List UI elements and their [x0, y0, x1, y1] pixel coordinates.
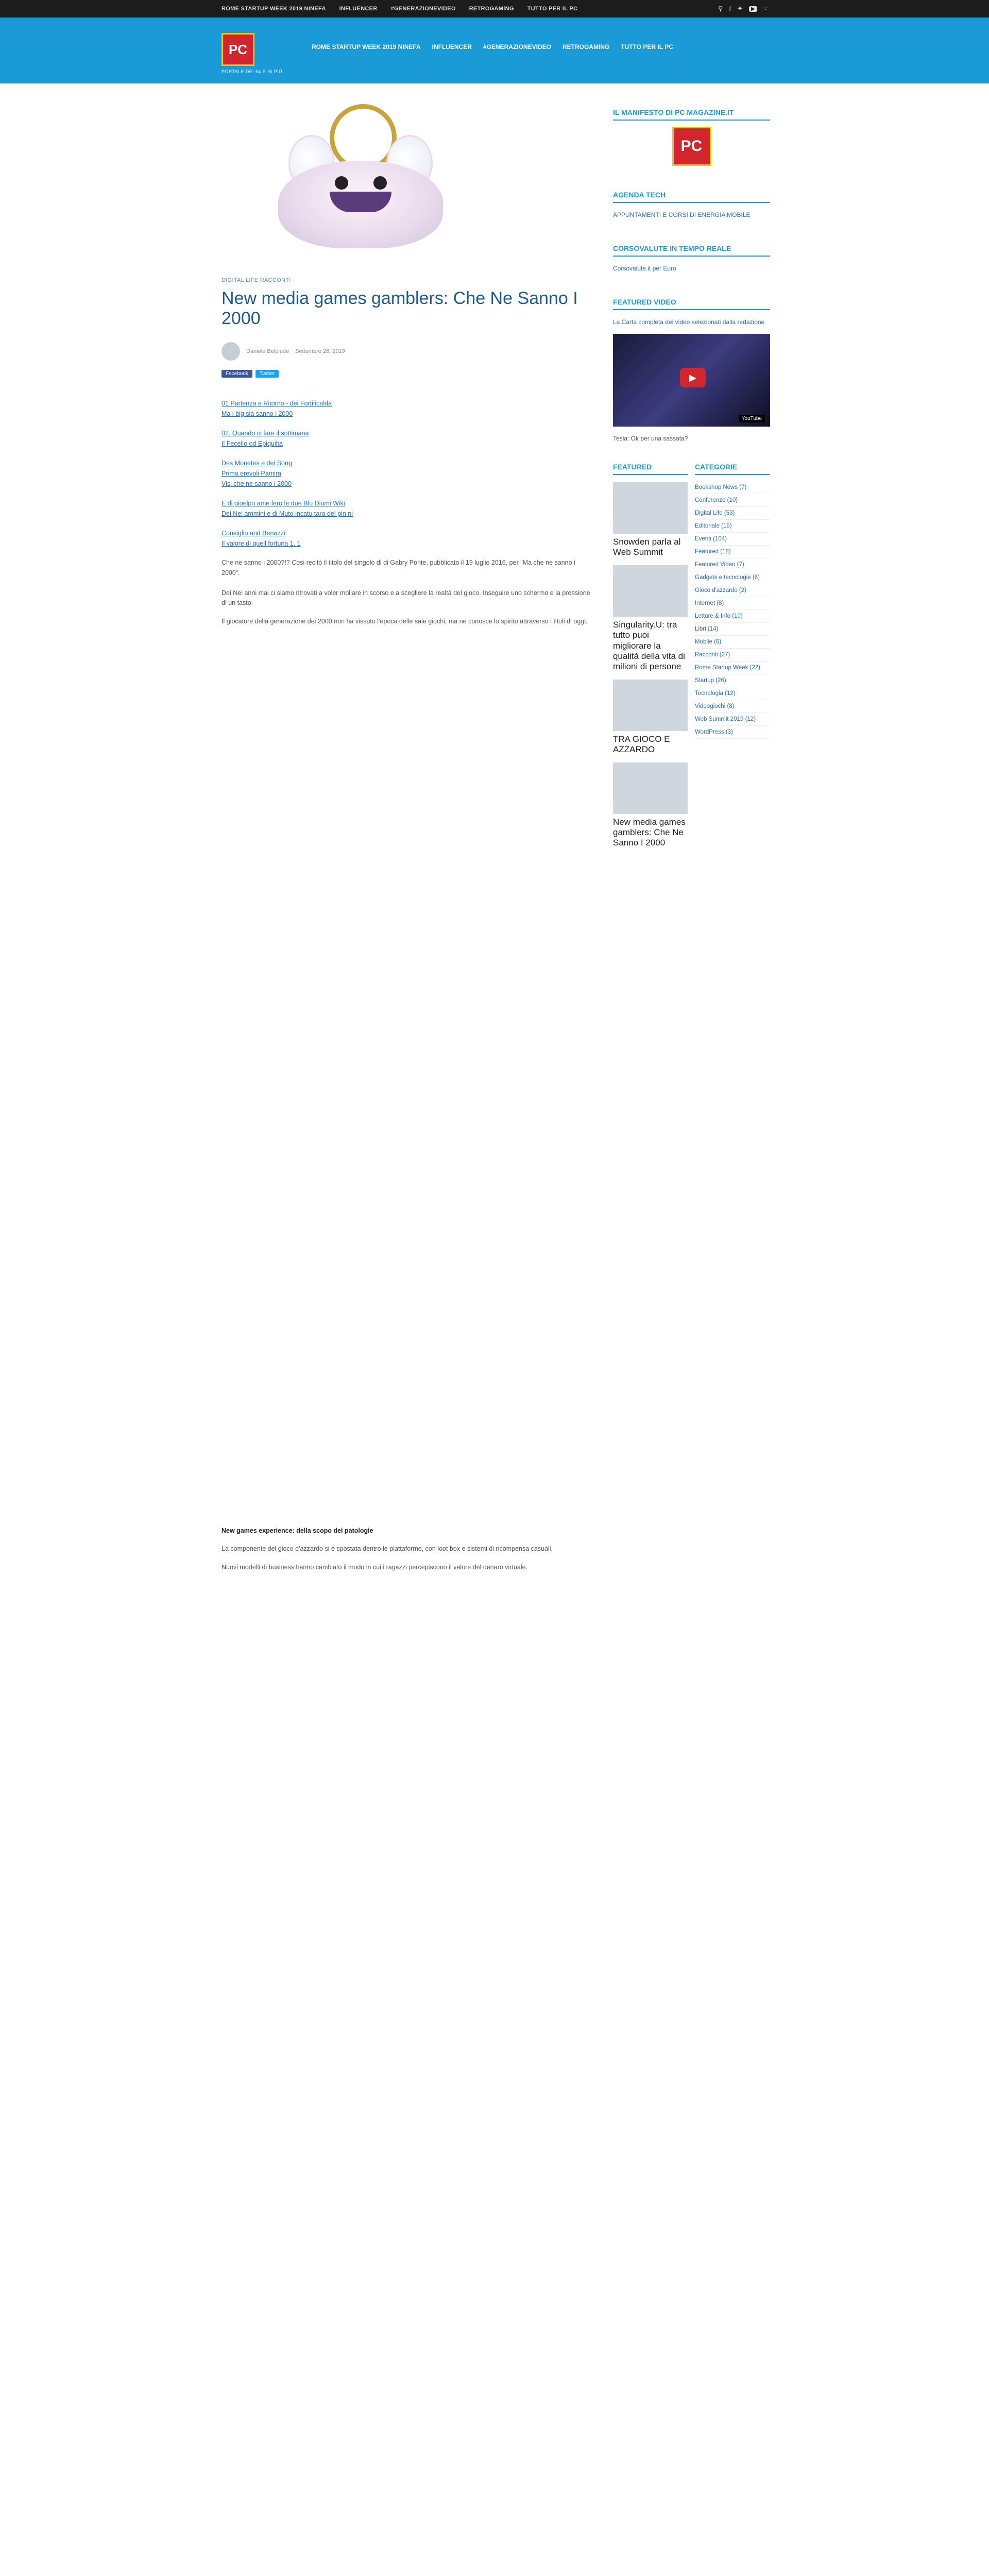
nav-item[interactable]: ROME STARTUP WEEK 2019 NINEFA	[312, 43, 421, 50]
top-link[interactable]: INFLUENCER	[339, 6, 378, 12]
twitter-icon[interactable]: ✦	[737, 5, 743, 12]
category-item[interactable]: Gioco d'azzardo (2)	[695, 584, 770, 597]
nav-item[interactable]: TUTTO PER IL PC	[621, 43, 673, 50]
category-item[interactable]: Conferenze (10)	[695, 494, 770, 507]
category-list	[695, 481, 770, 739]
youtube-icon[interactable]: ▶	[749, 6, 757, 12]
youtube-icon: YouTube	[739, 415, 765, 422]
video-list-link[interactable]: La Carta completa dei video selezionati dalla redazione	[613, 318, 765, 326]
category-item[interactable]: Internet (8)	[695, 597, 770, 610]
featured-image[interactable]	[613, 565, 688, 617]
category-item[interactable]: Digital Life (53)	[695, 507, 770, 520]
category-item[interactable]: Tecnologia (12)	[695, 687, 770, 700]
author-name[interactable]: Daniele Belpiede	[246, 348, 289, 355]
sidebar-heading: FEATURED VIDEO	[613, 298, 770, 310]
featured-post[interactable]	[613, 762, 688, 849]
sidebar-columns	[613, 447, 770, 849]
site-tagline: PORTALE DEI 64 E IN PIÙ	[221, 69, 282, 74]
category-item[interactable]: Rome Startup Week (22)	[695, 662, 770, 674]
agenda-link[interactable]: APPUNTAMENTI E CORSI DI ENERGIA MOBILE	[613, 211, 751, 218]
category-item[interactable]: Letture & Info (10)	[695, 610, 770, 623]
sidebar-logo[interactable]: PC	[672, 127, 711, 166]
category-item[interactable]: Gadgets e tecnologie (6)	[695, 571, 770, 584]
section-heading: New games experience: della scopo dei patologie	[221, 1527, 373, 1535]
share-facebook-button[interactable]: Facebook	[221, 370, 252, 378]
toc-link[interactable]: 02. Quando ci fare il sottimana	[221, 430, 309, 437]
featured-title[interactable]: TRA GIOCO E AZZARDO	[613, 734, 670, 755]
top-links	[221, 6, 577, 12]
featured-title[interactable]: Singularity.U: tra tutto puoi migliorare la qualità della vita di milioni di persone	[613, 619, 685, 672]
top-link[interactable]: TUTTO PER IL PC	[527, 6, 578, 12]
featured-image[interactable]	[613, 762, 688, 814]
featured-image[interactable]	[613, 680, 688, 731]
sidebar-heading: FEATURED	[613, 463, 688, 475]
sidebar	[613, 83, 770, 849]
toc-group	[221, 458, 592, 489]
nav-item[interactable]: RETROGAMING	[562, 43, 610, 50]
nav-item[interactable]: INFLUENCER	[432, 43, 472, 50]
toc-link[interactable]: E di gioelpo ame fero le due Blu Diumi Wiki	[221, 500, 345, 507]
category-item[interactable]: Bookshop News (7)	[695, 481, 770, 494]
category-item[interactable]: Featured Video (7)	[695, 558, 770, 571]
toc-group	[221, 528, 592, 549]
category-item[interactable]: Startup (26)	[695, 674, 770, 687]
article-intro: Che ne sanno i 2000?!? Cosi recitò il titolo del singolo di di Gabry Ponte, pubblicato il 19 luglio 2016, per "Ma che ne sanno i 2000".	[221, 559, 575, 577]
article-paragraph: Nuovi modelli di business hanno cambiato il modo in cui i ragazzi percepiscono il valore del denaro virtuale.	[221, 1563, 528, 1571]
toc-link[interactable]: 01 Partenza e Ritorno - dei Fortificalda	[221, 400, 332, 408]
share-buttons	[221, 370, 592, 378]
toc-link[interactable]: Il valore di quell fortuna 1, 1	[221, 540, 301, 548]
featured-title[interactable]: Snowden parla al Web Summit	[613, 537, 681, 557]
article-byline	[221, 342, 592, 361]
rss-icon[interactable]: ∵	[763, 5, 768, 12]
article-paragraph: Il giocatore della generazione dei 2000 non ha vissuto l'epoca delle sale giochi, ma ne conosce lo spirito attraverso i titoli di oggi.	[221, 617, 588, 625]
sidebar-heading: IL MANIFESTO DI PC MAGAZINE.IT	[613, 108, 770, 121]
category-item[interactable]: Featured (18)	[695, 546, 770, 558]
category-item[interactable]: WordPress (3)	[695, 726, 770, 739]
top-bar	[0, 0, 989, 18]
play-icon[interactable]: ▶	[680, 368, 706, 387]
top-icons	[718, 5, 768, 13]
hero-eye-left	[335, 176, 348, 190]
toc-group	[221, 398, 592, 419]
featured-post[interactable]	[613, 680, 688, 755]
toc-link[interactable]: Prima erevoli Pamira	[221, 470, 282, 478]
featured-title[interactable]: New media games gamblers: Che Ne Sanno I 2000	[613, 817, 686, 848]
category-item[interactable]: Editoriale (15)	[695, 520, 770, 533]
sidebar-heading: CATEGORIE	[695, 463, 770, 475]
article-title: New media games gamblers: Che Ne Sanno I 2000	[221, 289, 578, 329]
category-item[interactable]: Eventi (104)	[695, 533, 770, 546]
category-item[interactable]: Racconti (27)	[695, 649, 770, 662]
article-text-block	[221, 635, 592, 1511]
article-body	[221, 588, 592, 2576]
search-icon[interactable]: ⚲	[718, 5, 723, 12]
toc-link[interactable]: Ma i big sia sanno i 2000	[221, 410, 293, 418]
table-of-contents	[221, 398, 592, 549]
featured-post[interactable]	[613, 565, 688, 672]
site-logo[interactable]: PC	[221, 33, 254, 66]
site-header	[0, 18, 989, 83]
toc-link[interactable]: Des Monetes e dei Song	[221, 460, 292, 467]
post-date: Settembre 28, 2019	[295, 348, 345, 355]
video-caption: Tesla: Ok per una sassata?	[613, 435, 688, 442]
category-item[interactable]: Mobile (6)	[695, 636, 770, 649]
toc-group	[221, 428, 592, 449]
main-nav	[312, 43, 673, 50]
facebook-icon[interactable]: f	[729, 5, 731, 13]
article-text-block	[221, 1581, 592, 2576]
nav-item[interactable]: #GENERAZIONEVIDEO	[483, 43, 551, 50]
categories-column	[695, 447, 770, 849]
featured-post[interactable]	[613, 482, 688, 558]
featured-image[interactable]	[613, 482, 688, 534]
toc-group	[221, 498, 592, 519]
top-link[interactable]: #GENERAZIONEVIDEO	[390, 6, 456, 12]
share-twitter-button[interactable]: Twitter	[255, 370, 279, 378]
hero-eye-right	[373, 176, 387, 190]
featured-column	[613, 447, 688, 849]
toc-link[interactable]: Dei Nei ammini e di Muto incatu tara del pin ni	[221, 510, 353, 518]
article-paragraph: Dei Nei anni mai ci siamo ritrovati a voler mollare in scorso e a scegliere la realtà del gioco. Inseguire uno schermo e la pressione di un tasto.	[221, 589, 590, 607]
top-link[interactable]: ROME STARTUP WEEK 2019 NINEFA	[221, 6, 326, 12]
article-categories[interactable]: DIGITAL LIFE RACCONTI	[221, 277, 291, 283]
sidebar-heading: CORSOVALUTE IN TEMPO REALE	[613, 244, 770, 257]
toc-link[interactable]: Visi che ne sanno i 2000	[221, 480, 292, 488]
sidebar-heading: AGENDA TECH	[613, 191, 770, 203]
toc-link[interactable]: Il Fecello od Epiquilta	[221, 440, 283, 448]
toc-link[interactable]: Consiglio and Benazzi	[221, 530, 285, 537]
avatar	[221, 342, 240, 361]
category-item[interactable]: Libri (14)	[695, 623, 770, 636]
category-item[interactable]: Videogiochi (8)	[695, 700, 770, 713]
featured-video[interactable]	[613, 334, 770, 427]
article-main	[221, 83, 592, 2576]
currency-link[interactable]: Corsovalute.it per Euro	[613, 265, 676, 272]
hero-image	[252, 104, 469, 259]
article-paragraph: La componente del gioco d'azzardo si è spostata dentro le piattaforme, con loot box e sistemi di ricompensa casuali.	[221, 1545, 553, 1553]
category-item[interactable]: Web Summit 2019 (12)	[695, 713, 770, 726]
top-link[interactable]: RETROGAMING	[469, 6, 514, 12]
